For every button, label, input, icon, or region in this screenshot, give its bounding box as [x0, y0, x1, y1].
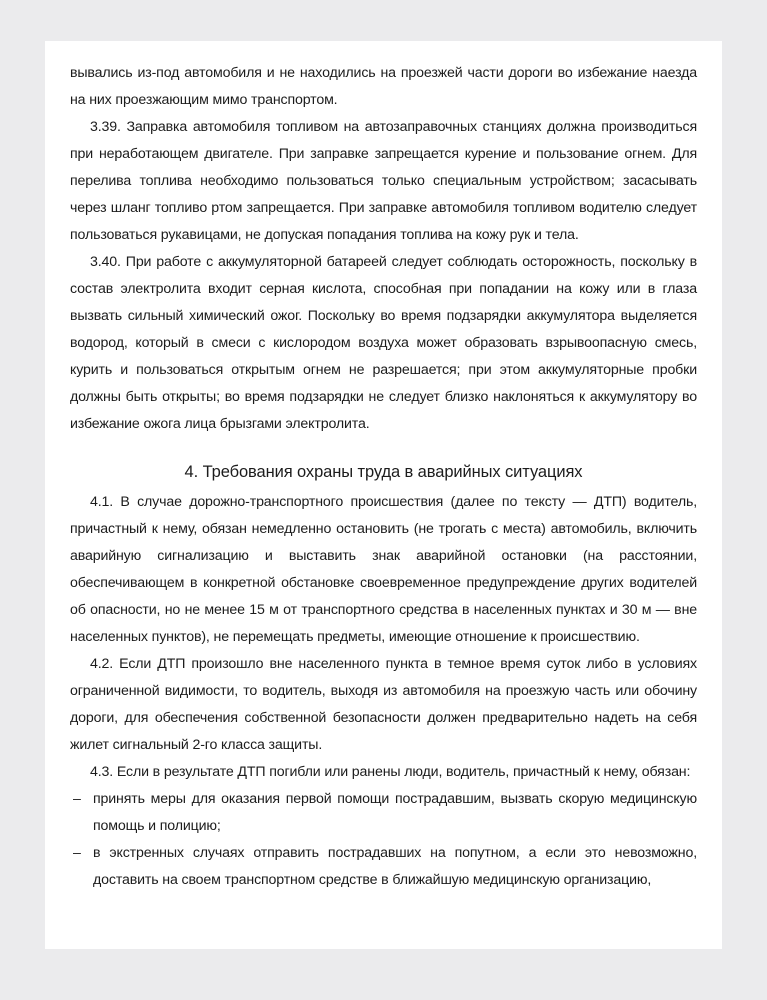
paragraph-4-2: 4.2. Если ДТП произошло вне населенного пункта в темное время суток либо в условиях ограниченной видимости, то водитель, выходя из автомобиля на проезжую часть или обочину дороги, для обеспечения собственной безопасности должен предварительно надеть на себя жилет сигнальный 2-го класса защиты. [70, 656, 697, 753]
document-page [45, 41, 722, 949]
list-item-text: принять меры для оказания первой помощи пострадавшим, вызвать скорую медицинскую помощь и полицию; [93, 791, 697, 834]
page-content [70, 60, 697, 894]
paragraph-3-39: 3.39. Заправка автомобиля топливом на автозаправочных станциях должна производиться при неработающем двигателе. При заправке запрещается курение и пользование огнем. Для перелива топлива необходимо пользоваться только специальным устройством; засасывать через шланг топливо ртом запрещается. При заправке автомобиля топливом водителю следует пользоваться рукавицами, не допуская попадания топлива на кожу рук и тела. [70, 119, 697, 243]
list-item [70, 786, 697, 840]
paragraph-3-40: 3.40. При работе с аккумуляторной батареей следует соблюдать осторожность, поскольку в состав электролита входит серная кислота, способная при попадании на кожу или в глаза вызвать сильный химический ожог. Поскольку во время подзарядки аккумулятора выделяется водород, который в смеси с кислородом воздуха может образовать взрывоопасную смесь, курить и пользоваться открытым огнем не разрешается; при этом аккумуляторные пробки должны быть открыты; во время подзарядки не следует близко наклоняться к аккумулятору во избежание ожога лица брызгами электролита. [70, 254, 697, 432]
section-heading: 4. Требования охраны труда в аварийных ситуациях [184, 463, 583, 481]
paragraph-4-1: 4.1. В случае дорожно-транспортного происшествия (далее по тексту — ДТП) водитель, причастный к нему, обязан немедленно остановить (не трогать с места) автомобиль, включить аварийную сигнализацию и выставить знак аварийной остановки (на расстоянии, обеспечивающем в конкретной обстановке своевременное предупреждение других водителей об опасности, но не менее 15 м от транспортного средства в населенных пунктах и 30 м — вне населенных пунктов), не перемещать предметы, имеющие отношение к происшествию. [70, 494, 697, 645]
list-item [70, 840, 697, 894]
list-item-text: в экстренных случаях отправить пострадавших на попутном, а если это невозможно, доставить на своем транспортном средстве в ближайшую медицинскую организацию, [93, 845, 697, 888]
bullet-dash: – [73, 791, 81, 807]
paragraph-4-3: 4.3. Если в результате ДТП погибли или ранены люди, водитель, причастный к нему, обязан: [90, 764, 691, 780]
bullet-dash: – [73, 845, 81, 861]
paragraph-continuation: вывались из-под автомобиля и не находились на проезжей части дороги во избежание наезда на них проезжающим мимо транспортом. [70, 65, 697, 108]
